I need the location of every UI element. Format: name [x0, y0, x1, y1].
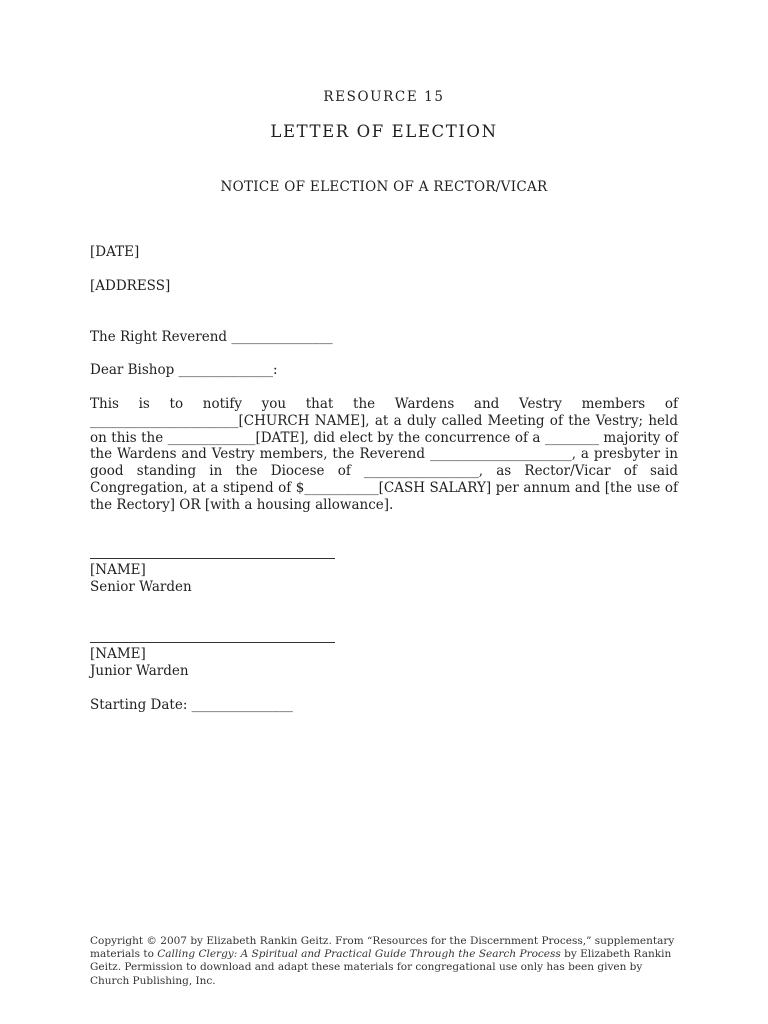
- copyright-book-title: Calling Clergy: A Spiritual and Practical Guide Through the Search Process: [157, 948, 561, 961]
- senior-warden-name: [NAME]: [90, 562, 146, 578]
- junior-warden-title: Junior Warden: [90, 663, 189, 679]
- junior-warden-name: [NAME]: [90, 646, 146, 662]
- senior-warden-signature-line: [90, 558, 335, 559]
- starting-date-line: Starting Date: _______________: [90, 697, 293, 713]
- senior-warden-title: Senior Warden: [90, 579, 192, 595]
- dear-bishop-salutation: Dear Bishop ______________:: [90, 362, 278, 378]
- notice-paragraph: This is to notify you that the Wardens and Vestry members of ______________________[CHURCH NAME], at a duly called Meeting of the Vestry; held on this the _____________[DATE], did elect by the concurrence of a ________ majority of the Wardens and Vestry members, the Reverend _____________________, a presbyter in good standing in the Diocese of _________________, as Rector/Vicar of said Congregation, at a stipend of $___________[CASH SALARY] per annum and [the use of the Rectory] OR [with a housing allowance].: [90, 396, 678, 513]
- right-reverend-line: The Right Reverend _______________: [90, 329, 333, 345]
- resource-number: RESOURCE 15: [323, 89, 445, 105]
- copyright-text-part2: by Elizabeth Rankin Geitz. Permission to download and adapt these materials for congregational use only has been given by Church Publishing, Inc.: [90, 948, 672, 987]
- document-title: LETTER OF ELECTION: [270, 122, 498, 141]
- copyright-notice: [90, 935, 678, 988]
- date-placeholder: [DATE]: [90, 244, 140, 260]
- address-placeholder: [ADDRESS]: [90, 278, 171, 294]
- junior-warden-signature-line: [90, 642, 335, 643]
- copyright-text-part1: Copyright © 2007 by Elizabeth Rankin Geitz. From “Resources for the Discernment Process,” supplementary materials to: [90, 935, 675, 961]
- document-subtitle: NOTICE OF ELECTION OF A RECTOR/VICAR: [220, 179, 548, 195]
